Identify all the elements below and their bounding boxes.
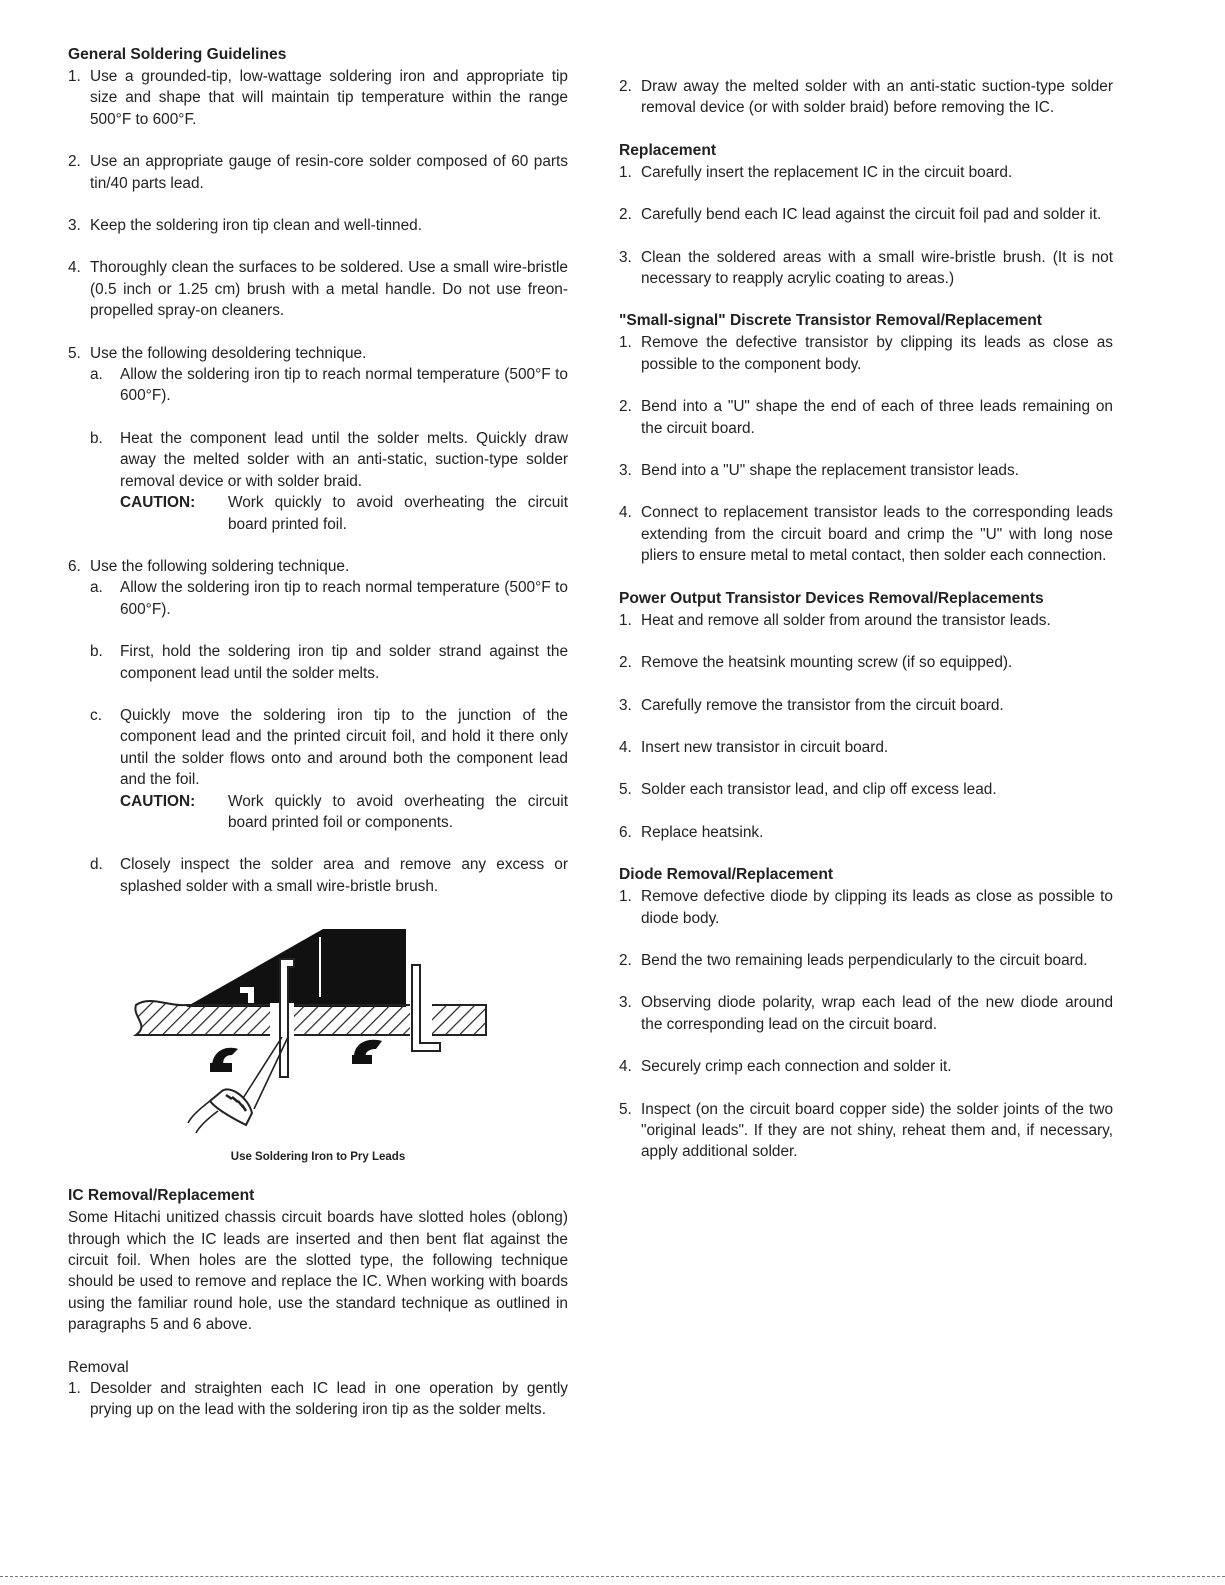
- removal-subheading: Removal: [68, 1358, 129, 1376]
- diode-item-5: 5. Inspect (on the circuit board copper side) the solder joints of the two "original leads". If they are not shiny, reheat them and, if necessary, apply additional solder.: [619, 1100, 1113, 1161]
- power-item-5: 5. Solder each transistor lead, and clip off excess lead.: [619, 781, 997, 799]
- replacement-heading: Replacement: [619, 141, 717, 159]
- guideline-item-1: 1. Use a grounded-tip, low-wattage soldering iron and appropriate tip size and shape that will maintain tip temperature within the range 500°F to 600°F.: [68, 68, 568, 128]
- small-signal-item-1: 1. Remove the defective transistor by clipping its leads as close as possible to the component body.: [619, 334, 1113, 373]
- small-signal-item-3: 3. Bend into a "U" shape the replacement transistor leads.: [619, 462, 1019, 480]
- power-item-2: 2. Remove the heatsink mounting screw (if so equipped).: [619, 654, 1013, 672]
- removal-item-2: 2. Draw away the melted solder with an anti-static suction-type solder removal device (or with solder braid) before removing the IC.: [619, 78, 1113, 117]
- ic-removal-paragraph: Some Hitachi unitized chassis circuit boards have slotted holes (oblong) through which the IC leads are inserted and then bent flat against the circuit foil. When holes are the slotted type, the following technique should be used to remove and replace the IC. When working with boards using the familiar round hole, use the standard technique as outlined in paragraphs 5 and 6 above.: [68, 1209, 568, 1334]
- replacement-item-3: 3. Clean the soldered areas with a small wire-bristle brush. (It is not necessary to reapply acrylic coating to areas.): [619, 248, 1113, 288]
- circuit-board-shape: [135, 1001, 486, 1035]
- small-signal-item-2: 2. Bend into a "U" shape the end of each of three leads remaining on the circuit board.: [619, 398, 1113, 437]
- ic-removal-heading: IC Removal/Replacement: [68, 1187, 255, 1205]
- power-item-3: 3. Carefully remove the transistor from the circuit board.: [619, 696, 1004, 714]
- diode-item-1: 1. Remove defective diode by clipping its leads as close as possible to diode body.: [619, 888, 1113, 927]
- power-item-4: 4. Insert new transistor in circuit board.: [619, 738, 889, 756]
- diode-item-4: 4. Securely crimp each connection and solder it.: [619, 1058, 952, 1076]
- diode-item-3: 3. Observing diode polarity, wrap each lead of the new diode around the corresponding lead on the circuit board.: [619, 994, 1113, 1033]
- guideline-item-5: 5. Use the following desoldering technique.: [68, 344, 367, 362]
- figure-caption: Use Soldering Iron to Pry Leads: [230, 1151, 406, 1164]
- page-bottom-rule: [0, 1576, 1225, 1577]
- diode-item-2: 2. Bend the two remaining leads perpendicularly to the circuit board.: [619, 951, 1088, 969]
- left-column: [68, 44, 568, 1421]
- caution-note-6: CAUTION: Work quickly to avoid overheating the circuit board printed foil or components.: [120, 792, 568, 831]
- guideline-item-4: 4. Thoroughly clean the surfaces to be soldered. Use a small wire-bristle (0.5 inch or 1.25 cm) brush with a metal handle. Do not use freon-propelled spray-on cleaners.: [68, 259, 568, 320]
- small-signal-item-4: 4. Connect to replacement transistor leads to the corresponding leads extending from the circuit board and crimp the "U" with long nose pliers to ensure metal to metal contact, then solder each connection.: [619, 504, 1113, 565]
- guideline-item-6: 6. Use the following soldering technique.: [68, 557, 350, 575]
- caution-note-5: CAUTION: Work quickly to avoid overheating the circuit board printed foil.: [120, 494, 568, 533]
- general-soldering-heading: General Soldering Guidelines: [68, 46, 287, 63]
- removal-item-1: 1. Desolder and straighten each IC lead in one operation by gently prying up on the lead with the soldering iron tip as the solder melts.: [68, 1380, 568, 1419]
- guideline-item-3: 3. Keep the soldering iron tip clean and well-tinned.: [68, 217, 422, 235]
- guideline-item-2: 2. Use an appropriate gauge of resin-core solder composed of 60 parts tin/40 parts lead.: [68, 153, 568, 192]
- replacement-item-1: 1. Carefully insert the replacement IC in the circuit board.: [619, 163, 1013, 181]
- guideline-item-5b: b. Heat the component lead until the solder melts. Quickly draw away the melted solder with an anti-static, suction-type solder removal device or with solder braid.: [90, 429, 568, 490]
- guideline-item-6a: a. Allow the soldering iron tip to reach normal temperature (500°F to 600°F).: [90, 579, 568, 618]
- pry-leads-illustration: [130, 925, 490, 1140]
- guideline-item-6b: b. First, hold the soldering iron tip and solder strand against the component lead until the solder melts.: [90, 643, 568, 682]
- guideline-item-5a: a. Allow the soldering iron tip to reach normal temperature (500°F to 600°F).: [90, 366, 568, 405]
- power-output-heading: Power Output Transistor Devices Removal/Replacements: [619, 589, 1044, 607]
- right-column: [619, 76, 1113, 1163]
- power-item-1: 1. Heat and remove all solder from around the transistor leads.: [619, 611, 1051, 629]
- diode-heading: Diode Removal/Replacement: [619, 866, 834, 884]
- guideline-item-6c: c. Quickly move the soldering iron tip to the junction of the component lead and the printed circuit foil, and hold it there only until the solder flows onto and around both the component lead and the foil.: [90, 706, 568, 789]
- small-signal-heading: "Small-signal" Discrete Transistor Removal/Replacement: [619, 312, 1042, 330]
- guideline-item-6d: d. Closely inspect the solder area and remove any excess or splashed solder with a small wire-bristle brush.: [90, 856, 568, 895]
- soldering-iron-figure: [68, 925, 568, 1185]
- replacement-item-2: 2. Carefully bend each IC lead against the circuit foil pad and solder it.: [619, 206, 1102, 224]
- power-item-6: 6. Replace heatsink.: [619, 823, 764, 841]
- ic-body-shape: [186, 929, 406, 1007]
